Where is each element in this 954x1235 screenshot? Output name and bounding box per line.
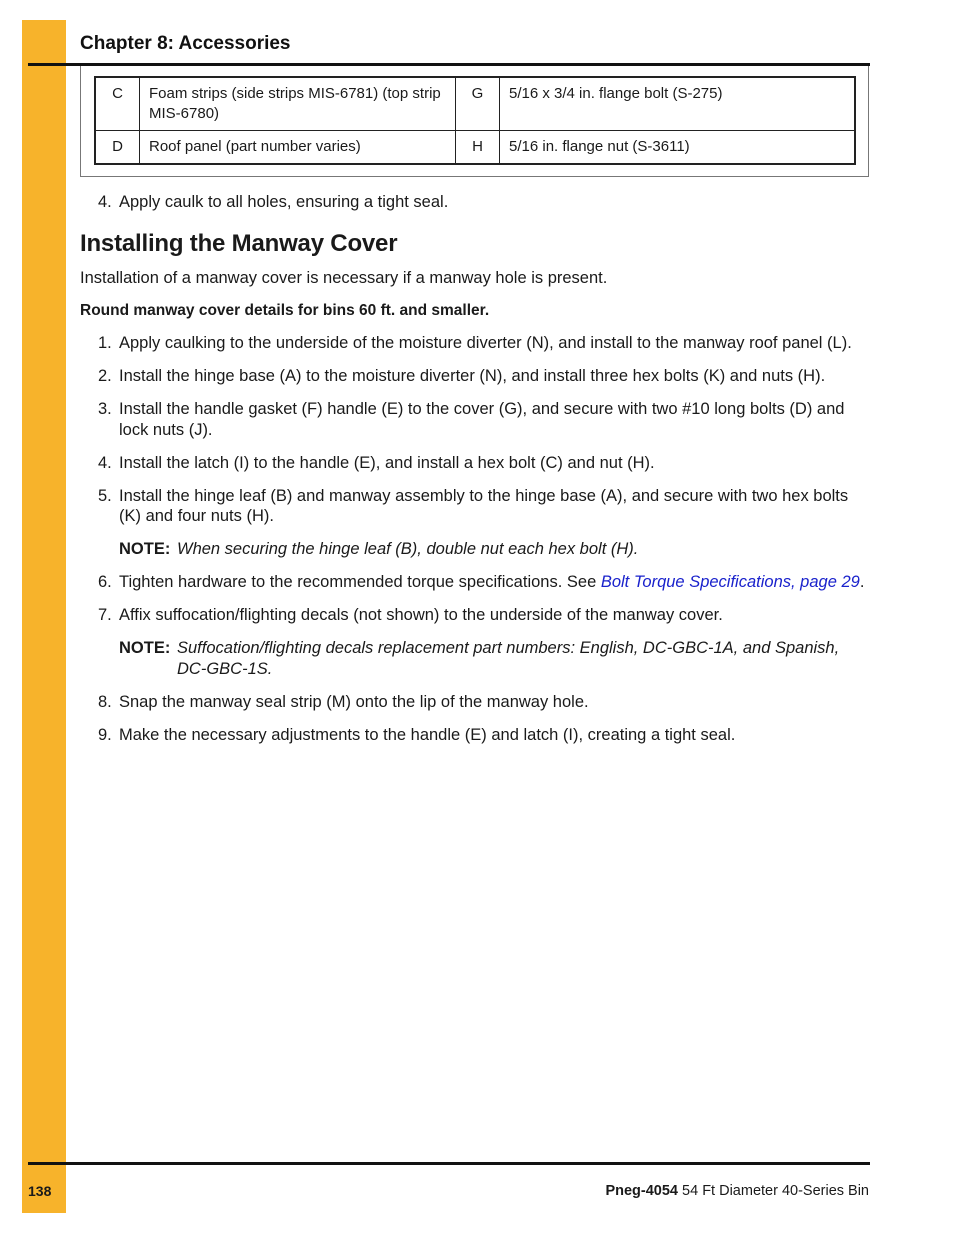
step-text: Install the hinge base (A) to the moisture diverter (N), and install three hex bolts (K) and nuts (H). bbox=[119, 367, 826, 385]
list-item bbox=[80, 692, 870, 713]
section-intro: Installation of a manway cover is necessary if a manway hole is present. bbox=[80, 269, 608, 287]
step-number: 1. bbox=[98, 334, 112, 352]
step-number: 7. bbox=[98, 606, 112, 624]
footer-document-title bbox=[605, 1183, 869, 1199]
step-text: Affix suffocation/flighting decals (not shown) to the underside of the manway cover. bbox=[119, 606, 723, 624]
note-label: NOTE: bbox=[119, 639, 171, 657]
document-title: 54 Ft Diameter 40-Series Bin bbox=[682, 1183, 869, 1199]
step-number: 5. bbox=[98, 486, 112, 505]
page-number: 138 bbox=[28, 1183, 52, 1199]
step-number: 4. bbox=[98, 193, 112, 211]
step-text bbox=[119, 573, 864, 591]
document-id: Pneg-4054 bbox=[605, 1183, 678, 1199]
list-item bbox=[80, 366, 870, 387]
step-number: 6. bbox=[98, 573, 112, 591]
part-description: 5/16 in. flange nut (S-3611) bbox=[500, 131, 856, 165]
step-number: 3. bbox=[98, 400, 112, 418]
table-row bbox=[95, 131, 855, 165]
list-item bbox=[80, 605, 870, 626]
chapter-title: Chapter 8: Accessories bbox=[80, 33, 291, 54]
part-description: Foam strips (side strips MIS-6781) (top strip MIS-6780) bbox=[140, 77, 456, 131]
footer-rule bbox=[28, 1162, 870, 1165]
list-item bbox=[80, 725, 870, 746]
part-letter: D bbox=[95, 131, 140, 165]
chapter-side-bar bbox=[22, 20, 66, 1213]
list-item bbox=[80, 453, 870, 474]
list-item bbox=[80, 333, 870, 354]
step-text: Make the necessary adjustments to the handle (E) and latch (I), creating a tight seal. bbox=[119, 725, 736, 744]
list-item bbox=[80, 486, 870, 527]
part-description: Roof panel (part number varies) bbox=[140, 131, 456, 165]
parts-table bbox=[94, 76, 856, 165]
step-number: 9. bbox=[98, 725, 112, 744]
step-text: Install the hinge leaf (B) and manway assembly to the hinge base (A), and secure with two hex bolts (K) and four nuts (H). bbox=[119, 486, 849, 525]
list-item bbox=[80, 572, 870, 593]
list-item bbox=[80, 399, 870, 440]
install-steps-list bbox=[80, 333, 870, 527]
step-text: Apply caulk to all holes, ensuring a tight seal. bbox=[119, 193, 449, 211]
install-steps-list-continued bbox=[80, 572, 870, 626]
step-text: Install the handle gasket (F) handle (E) to the cover (G), and secure with two #10 long bolts (D) and lock nuts (J). bbox=[119, 400, 845, 439]
step-number: 8. bbox=[98, 692, 112, 711]
section-subhead: Round manway cover details for bins 60 ft. and smaller. bbox=[80, 301, 490, 319]
note-text: Suffocation/flighting decals replacement part numbers: English, DC-GBC-1A, and Spanish, DC-GBC-1S. bbox=[177, 639, 840, 678]
part-letter: G bbox=[456, 77, 500, 131]
step-text: Apply caulking to the underside of the moisture diverter (N), and install to the manway roof panel (L). bbox=[119, 334, 852, 352]
main-content bbox=[80, 192, 870, 758]
step-text-before: Tighten hardware to the recommended torque specifications. See bbox=[119, 573, 601, 591]
note-label: NOTE: bbox=[119, 540, 171, 558]
step-text-after: . bbox=[859, 573, 865, 591]
step-text: Snap the manway seal strip (M) onto the lip of the manway hole. bbox=[119, 692, 589, 711]
note-decals bbox=[80, 638, 870, 679]
part-letter: H bbox=[456, 131, 500, 165]
step-number: 2. bbox=[98, 367, 112, 385]
note-text: When securing the hinge leaf (B), double nut each hex bolt (H). bbox=[177, 540, 639, 558]
part-letter: C bbox=[95, 77, 140, 131]
section-title: Installing the Manway Cover bbox=[80, 229, 398, 257]
table-row bbox=[95, 77, 855, 131]
step-number: 4. bbox=[98, 453, 112, 472]
note-hinge-leaf bbox=[80, 539, 870, 560]
install-steps-list-final bbox=[80, 692, 870, 746]
list-item bbox=[80, 192, 870, 213]
part-description: 5/16 x 3/4 in. flange bolt (S-275) bbox=[500, 77, 856, 131]
step-text: Install the latch (I) to the handle (E), and install a hex bolt (C) and nut (H). bbox=[119, 453, 655, 472]
previous-steps-list bbox=[80, 192, 870, 213]
torque-specs-link[interactable]: Bolt Torque Specifications, page 29 bbox=[600, 573, 860, 591]
